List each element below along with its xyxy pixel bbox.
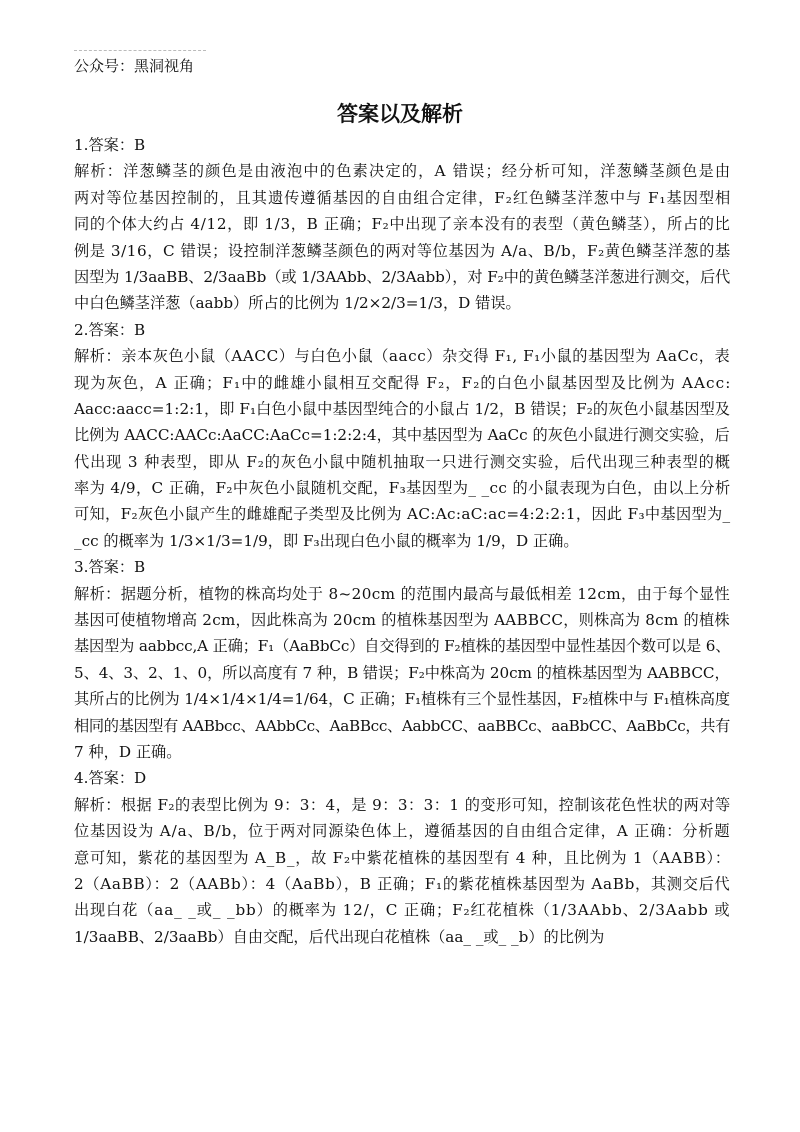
analysis-line: 基因型为 aabbcc,A 正确；F₁（AaBbCc）自交得到的 F₂植株的基因型中显性基因个数可以是 6、 [74,637,731,656]
analysis-line: 可知，F₂灰色小鼠产生的雌雄配子类型及比例为 AC:Ac:aC:ac=4:2:2:1，因此 F₃中基因型为_ [74,505,731,524]
answer-line: 2.答案：B [74,320,146,339]
analysis-line: 位基因设为 A/a、B/b，位于两对同源染色体上，遵循基因的自由组合定律，A 正确：分析题 [74,822,731,841]
analysis-line: 率为 4/9，C 正确，F₂中灰色小鼠随机交配，F₃基因型为_ _cc 的小鼠表现为白色，由以上分析 [74,479,731,498]
analysis-line: 中白色鳞茎洋葱（aabb）所占的比例为 1/2×2/3=1/3，D 错误。 [74,294,521,313]
header-text: 公众号：黑洞视角 [74,57,195,75]
analysis-line: 例是 3/16，C 错误；设控制洋葱鳞茎颜色的两对等位基因为 A/a、B/b，F₂黄色鳞茎洋葱的基 [74,241,731,260]
analysis-line: 比例为 AACC:AACc:AaCC:AaCc=1:2:2:4，其中基因型为 AaCc 的灰色小鼠进行测交实验，后 [74,426,730,445]
analysis-line: 因型为 1/3aaBB、2/3aaBb（或 1/3AAbb、2/3Aabb），对 F₂中的黄色鳞茎洋葱进行测交，后代 [74,267,731,286]
page-header-watermark [74,50,206,76]
analysis-line: 出现白花（aa_ _或_ _bb）的概率为 12/，C 正确；F₂红花植株（1/3AAbb、2/3Aabb 或 [74,901,731,920]
analysis-line: _cc 的概率为 1/3×1/3=1/9，即 F₃出现白色小鼠的概率为 1/9，D 正确。 [74,531,579,550]
analysis-line: 基因可使植物增高 2cm，因此株高为 20cm 的植株基因型为 AABBCC，则株高为 8cm 的植株 [74,611,730,630]
analysis-line: 解析：洋葱鳞茎的颜色是由液泡中的色素决定的，A 错误；经分析可知，洋葱鳞茎颜色是由 [74,162,732,181]
analysis-line: Aacc:aacc=1:2:1，即 F₁白色小鼠中基因型纯合的小鼠占 1/2，B 错误；F₂的灰色小鼠基因型及 [74,399,731,418]
analysis-line: 现为灰色，A 正确；F₁中的雌雄小鼠相互交配得 F₂，F₂的白色小鼠基因型及比例为 AAcc: [74,373,732,392]
analysis-line: 相同的基因型有 AABbcc、AAbbCc、AaBBcc、AabbCC、aaBBCc、aaBbCC、AaBbCc，共有 [74,716,731,735]
question-block [74,317,730,555]
answer-line: 4.答案：D [74,769,147,788]
analysis-line: 1/3aaBB、2/3aaBb）自由交配，后代出现白花植株（aa_ _或_ _b）的比例为 [74,927,605,946]
analysis-line: 其所占的比例为 1/4×1/4×1/4=1/64，C 正确；F₁植株有三个显性基因，F₂植株中与 F₁植株高度 [74,690,730,709]
question-block [74,132,730,317]
analysis-line: 代出现 3 种表型，即从 F₂的灰色小鼠中随机抽取一只进行测交实验，后代出现三种表型的概 [74,452,731,471]
analysis-line: 解析：亲本灰色小鼠（AACC）与白色小鼠（aacc）杂交得 F₁, F₁小鼠的基因型为 AaCc，表 [74,347,731,366]
analysis-line: 同的个体大约占 4/12，即 1/3，B 正确；F₂中出现了亲本没有的表型（黄色鳞茎），所占的比 [74,215,731,234]
answers-body [74,132,730,950]
analysis-line: 两对等位基因控制的，且其遗传遵循基因的自由组合定律，F₂红色鳞茎洋葱中与 F₁基因型相 [74,188,732,207]
analysis-line: 2（AaBB）：2（AABb）：4（AaBb），B 正确；F₁的紫花植株基因型为 AaBb，其测交后代 [74,874,731,893]
analysis-line: 解析：据题分析，植物的株高均处于 8~20cm 的范围内最高与最低相差 12cm，由于每个显性 [74,584,731,603]
analysis-line: 5、4、3、2、1、0，所以高度有 7 种，B 错误；F₂中株高为 20cm 的植株基因型为 AABBCC， [74,663,730,682]
answer-line: 3.答案：B [74,558,146,577]
question-block [74,554,730,765]
analysis-line: 7 种，D 正确。 [74,742,182,761]
question-block [74,765,730,950]
document-title: 答案以及解析 [337,102,463,126]
analysis-line: 解析：根据 F₂的表型比例为 9：3：4，是 9：3：3：1 的变形可知，控制该花色性状的两对等 [74,795,731,814]
analysis-line: 意可知，紫花的基因型为 A_B_，故 F₂中紫花植株的基因型有 4 种，且比例为 1（AABB）： [74,848,731,867]
answer-line: 1.答案：B [74,136,146,154]
